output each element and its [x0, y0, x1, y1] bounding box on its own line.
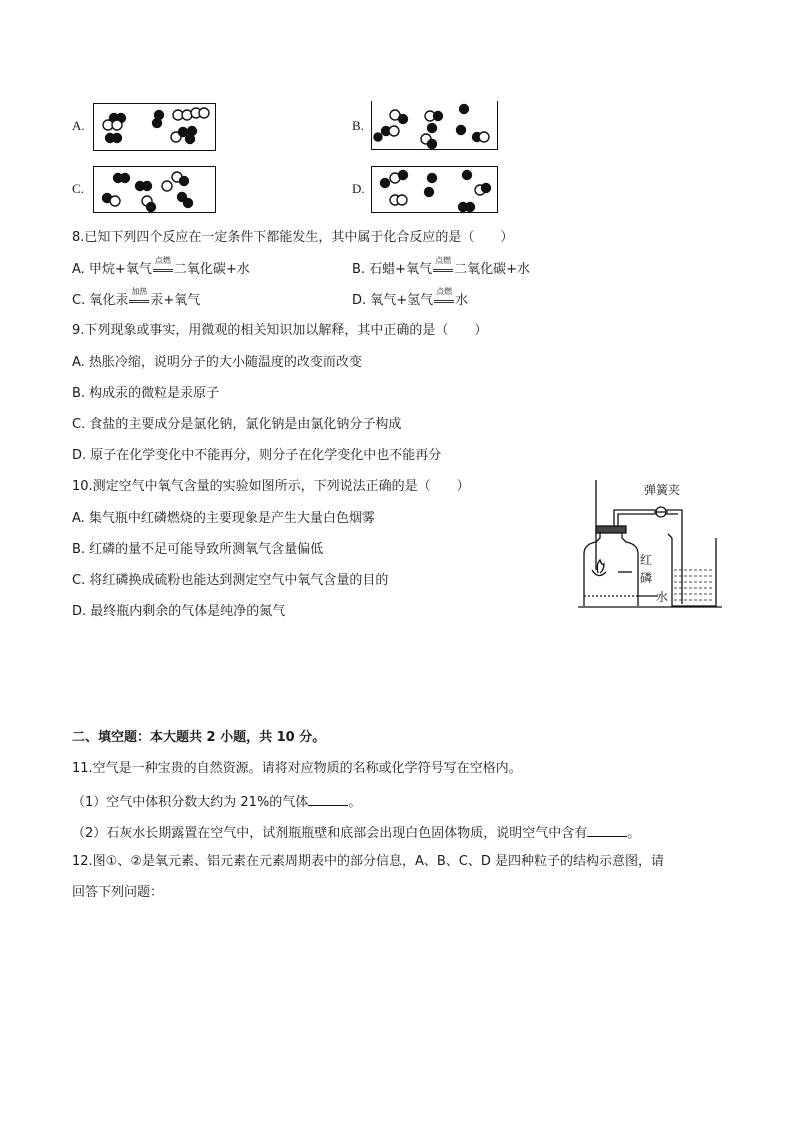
- q8-c-lead: C. 氧化汞: [72, 293, 129, 308]
- reaction-condition-d: [433, 287, 455, 310]
- particle-box-a: [93, 103, 216, 151]
- q10-option-a: A. 集气瓶中红磷燃烧的主要现象是产生大量白色烟雾: [72, 511, 375, 526]
- q11-stem: 11.空气是一种宝贵的自然资源。请将对应物质的名称或化学符号写在空格内。: [72, 761, 522, 776]
- q8-option-c: [72, 287, 201, 310]
- q8-b-tail: 二氧化碳+水: [454, 262, 530, 277]
- q11-p2-blank[interactable]: [587, 822, 627, 837]
- label-spring-clamp: 弹簧夹: [644, 483, 681, 497]
- option-d-label: D.: [352, 181, 365, 196]
- q10-option-c: C. 将红磷换成硫粉也能达到测定空气中氧气含量的目的: [72, 573, 389, 588]
- q11-p1-lead: （1）空气中体积分数大约为 21%的气体: [72, 795, 309, 810]
- apparatus-diagram: [570, 476, 730, 616]
- q8-option-a: [72, 256, 250, 279]
- q11-p1-tail: 。: [348, 795, 362, 810]
- particle-diagram-c: [94, 167, 215, 212]
- q8-option-b: [352, 256, 530, 279]
- particle-diagram-b: [372, 101, 497, 149]
- q11-p2-tail: 。: [627, 826, 641, 841]
- q12-line-1: 12.图①、②是氧元素、铝元素在元素周期表中的部分信息，A、B、C、D 是四种粒子的结构示意图，请: [72, 854, 665, 869]
- q8-a-lead: A. 甲烷+氧气: [72, 262, 152, 277]
- q9-option-a: A. 热胀冷缩，说明分子的大小随温度的改变而改变: [72, 355, 362, 370]
- reaction-condition-a: [152, 256, 174, 279]
- q12-line-2: 回答下列问题：: [72, 885, 164, 900]
- q8-d-tail: 水: [455, 293, 469, 308]
- particle-box-b: [371, 101, 498, 150]
- reaction-condition-c: [128, 287, 150, 310]
- q8-b-lead: B. 石蜡+氧气: [352, 262, 433, 277]
- oxygen-measurement-apparatus: [570, 476, 730, 616]
- q8-a-tail: 二氧化碳+水: [173, 262, 250, 277]
- q8-c-tail: 汞+氧气: [150, 293, 201, 308]
- section-2-heading: 二、填空题：本大题共 2 小题，共 10 分。: [72, 730, 326, 745]
- q10-option-d: D. 最终瓶内剩余的气体是纯净的氮气: [72, 604, 286, 619]
- option-c-label: C.: [72, 181, 84, 196]
- label-phosphorus: 磷: [640, 571, 653, 585]
- q8-d-lead: D. 氧气+氢气: [352, 293, 434, 308]
- particle-diagram-a: [94, 104, 215, 150]
- q8-c-condition: 加热: [131, 287, 148, 296]
- q10-option-b: B. 红磷的量不足可能导致所测氧气含量偏低: [72, 542, 324, 557]
- particle-box-d: [371, 166, 498, 213]
- q9-option-c: C. 食盐的主要成分是氯化钠，氯化钠是由氯化钠分子构成: [72, 417, 402, 432]
- q11-p1-blank[interactable]: [308, 791, 348, 806]
- option-b-label: B.: [352, 118, 364, 133]
- q9-option-b: B. 构成汞的微粒是汞原子: [72, 386, 220, 401]
- q8-d-condition: 点燃: [436, 287, 453, 296]
- label-water: 水: [656, 590, 669, 604]
- q10-stem: 10.测定空气中氧气含量的实验如图所示，下列说法正确的是（ ）: [72, 479, 470, 494]
- q9-option-d: D. 原子在化学变化中不能再分，则分子在化学变化中也不能再分: [72, 448, 442, 463]
- particle-diagram-d: [372, 167, 497, 212]
- q8-b-condition: 点燃: [435, 256, 452, 265]
- q11-p2-lead: （2）石灰水长期露置在空气中，试剂瓶瓶壁和底部会出现白色固体物质，说明空气中含有: [72, 826, 588, 841]
- q8-option-d: [352, 287, 469, 310]
- label-red: 红: [640, 553, 653, 567]
- option-a-label: A.: [72, 118, 85, 133]
- q11-part-1: [72, 791, 361, 812]
- q8-stem: 8.已知下列四个反应在一定条件下都能发生，其中属于化合反应的是（ ）: [72, 230, 514, 245]
- particle-box-c: [93, 166, 216, 213]
- q8-a-condition: 点燃: [154, 256, 171, 265]
- q11-part-2: [72, 822, 640, 843]
- q9-stem: 9.下列现象或事实，用微观的相关知识加以解释，其中正确的是（ ）: [72, 323, 488, 338]
- reaction-condition-b: [432, 256, 454, 279]
